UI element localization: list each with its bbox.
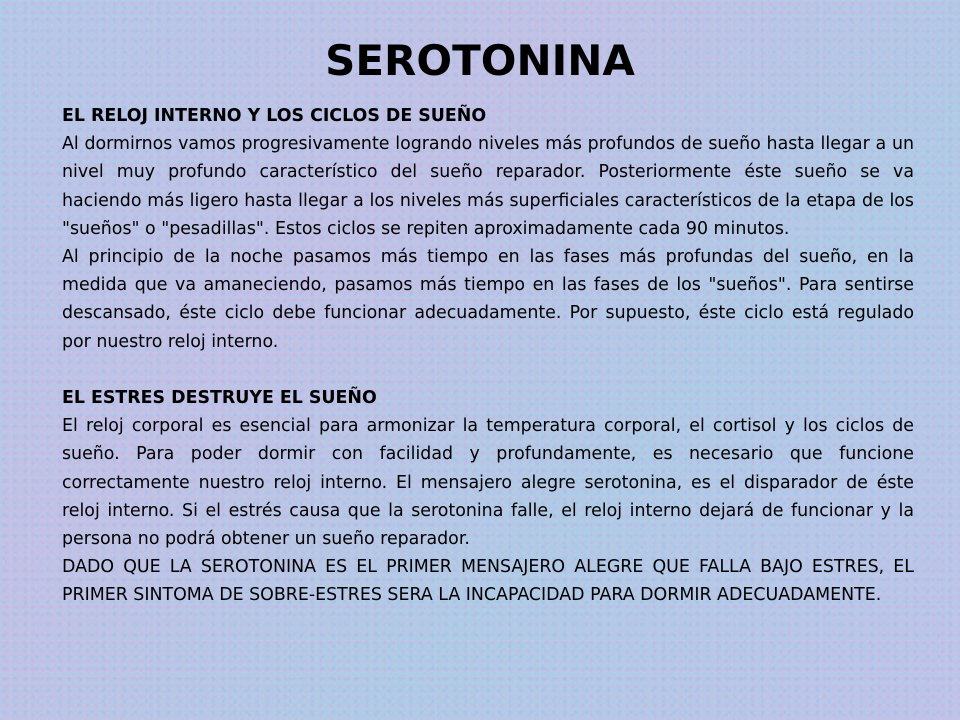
paragraph-ciclos-sueno: Al dormirnos vamos progresivamente logrando niveles más profundos de sueño hasta llegar a un nivel muy profundo característico del sueño reparador. Posteriormente éste sueño se va haciendo más ligero hasta llegar a los niveles más superficiales característicos de la etapa de los "sueños" o "pesadillas". Estos ciclos se repiten aproximadamente cada 90 minutos. [62,134,914,239]
slide-body [62,102,914,610]
section-heading-reloj-interno: EL RELOJ INTERNO Y LOS CICLOS DE SUEÑO [62,106,487,126]
section-heading-estres: EL ESTRES DESTRUYE EL SUEÑO [62,388,377,409]
paragraph-reloj-corporal: El reloj corporal es esencial para armonizar la temperatura corporal, el cortisol y los ciclos de sueño. Para poder dormir con facilidad y profundamente, es necesario que funcione correctamente nuestro reloj interno. El mensajero alegre serotonina, es el disparador de éste reloj interno. Si el estrés causa que la serotonina falle, el reloj interno dejará de funcionar y la persona no podrá obtener un sueño reparador. [62,416,914,550]
paragraph-fases-noche: Al principio de la noche pasamos más tiempo en las fases más profundas del sueño, en la medida que va amaneciendo, pasamos más tiempo en las fases de los "sueños". Para sentirse descansado, éste ciclo debe funcionar adecuadamente. Por supuesto, éste ciclo está regulado por nuestro reloj interno. [62,247,914,352]
paragraph-conclusion: DADO QUE LA SEROTONINA ES EL PRIMER MENSAJERO ALEGRE QUE FALLA BAJO ESTRES, EL PRIMER SINTOMA DE SOBRE-ESTRES SERA LA INCAPACIDAD PARA DORMIR ADECUADAMENTE. [62,557,914,606]
slide-title: SEROTONINA [325,36,635,85]
section-spacer [62,356,914,384]
